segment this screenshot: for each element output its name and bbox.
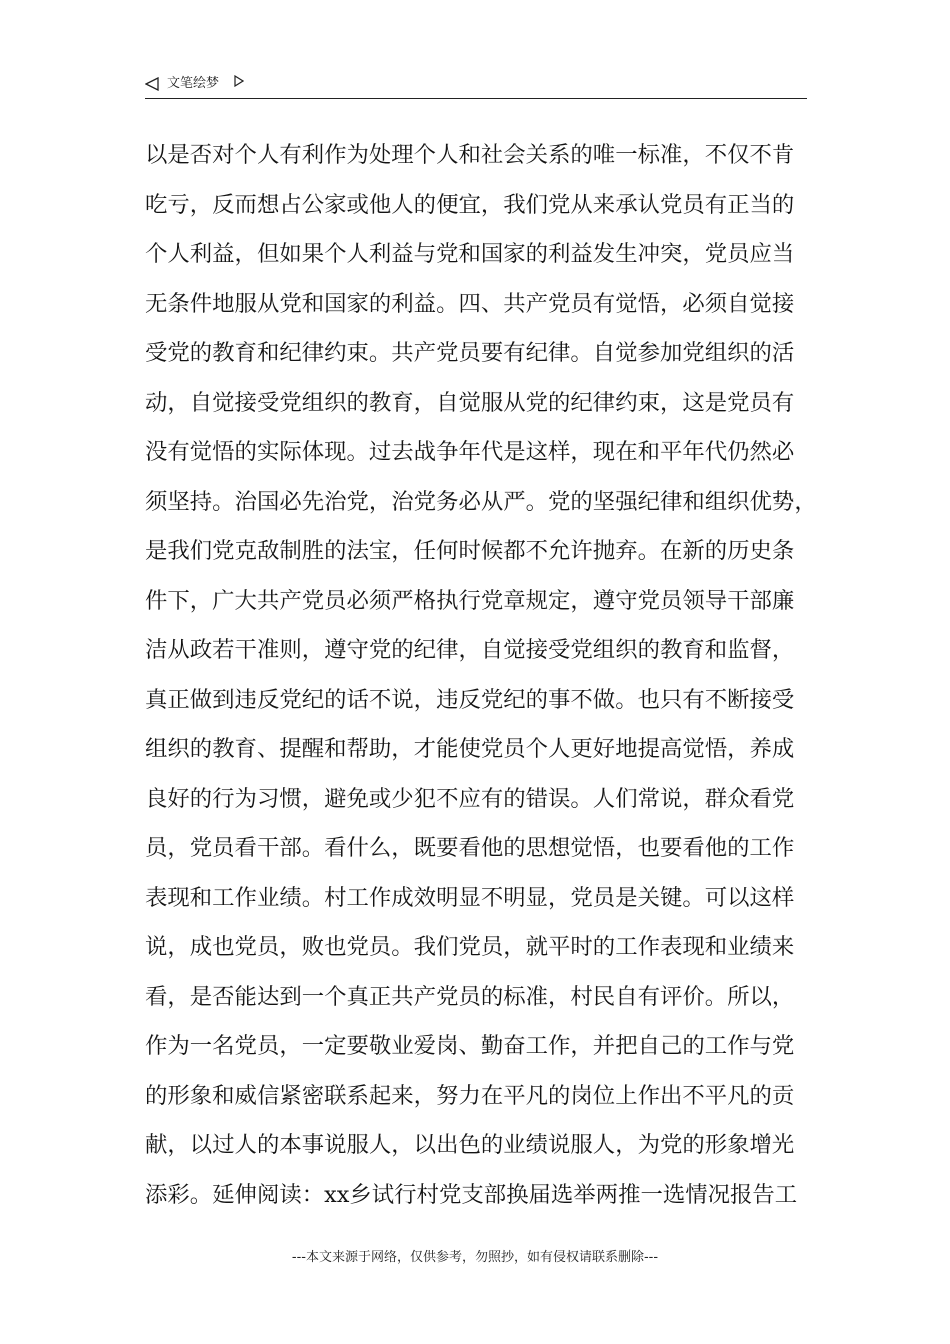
page-header [145, 74, 807, 99]
body-text-line: 个人利益，但如果个人利益与党和国家的利益发生冲突，党员应当 [145, 241, 795, 267]
document-body [145, 131, 825, 1220]
body-text-line: 员，党员看干部。看什么，既要看他的思想觉悟，也要看他的工作 [145, 835, 795, 861]
body-text-line: 献，以过人的本事说服人，以出色的业绩说服人，为党的形象增光 [145, 1132, 795, 1158]
body-text-line: 作为一名党员，一定要敬业爱岗、勤奋工作，并把自己的工作与党 [145, 1033, 795, 1059]
triangle-right-outline-icon [234, 75, 244, 87]
body-text-line: 组织的教育、提醒和帮助，才能使党员个人更好地提高觉悟，养成 [145, 736, 795, 762]
body-text-line: 良好的行为习惯，避免或少犯不应有的错误。人们常说，群众看党 [145, 785, 795, 812]
body-text-line: 是我们党克敌制胜的法宝，任何时候都不允许抛弃。在新的历史条 [145, 538, 795, 564]
body-text-line: 真正做到违反党纪的话不说，违反党纪的事不做。也只有不断接受 [145, 686, 795, 713]
body-text-line: 受党的教育和纪律约束。共产党员要有纪律。自觉参加党组织的活 [145, 340, 795, 366]
body-text-line: 没有觉悟的实际体现。过去战争年代是这样，现在和平年代仍然必 [145, 439, 795, 465]
body-text-line: 说，成也党员，败也党员。我们党员，就平时的工作表现和业绩来 [145, 934, 795, 960]
body-text-line: 表现和工作业绩。村工作成效明显不明显，党员是关键。可以这样 [145, 884, 795, 911]
body-text-line: 洁从政若干准则，遵守党的纪律，自觉接受党组织的教育和监督， [145, 637, 795, 663]
body-text-line: 动，自觉接受党组织的教育，自觉服从党的纪律约束，这是党员有 [145, 389, 795, 416]
body-text-line: 的形象和威信紧密联系起来，努力在平凡的岗位上作出不平凡的贡 [145, 1082, 795, 1109]
body-text-line: 看，是否能达到一个真正共产党员的标准，村民自有评价。所以， [145, 983, 795, 1010]
body-text-line: 须坚持。治国必先治党，治党务必从严。党的坚强纪律和组织优势， [145, 488, 817, 515]
body-text-line: 吃亏，反而想占公家或他人的便宜，我们党从来承认党员有正当的 [145, 191, 795, 218]
body-text-line: 无条件地服从党和国家的利益。四、共产党员有觉悟，必须自觉接 [145, 290, 795, 317]
header-title: 文笔绘梦 [167, 76, 220, 91]
triangle-left-outline-icon [145, 77, 159, 91]
footer-disclaimer: ---本文来源于网络，仅供参考，勿照抄，如有侵权请联系删除--- [291, 1250, 659, 1265]
body-text-line: 以是否对个人有利作为处理个人和社会关系的唯一标准，不仅不肯 [145, 142, 795, 168]
body-text-line: 添彩。延伸阅读：xx乡试行村党支部换届选举两推一选情况报告工 [145, 1181, 798, 1208]
body-text-line: 件下，广大共产党员必须严格执行党章规定，遵守党员领导干部廉 [145, 587, 795, 614]
